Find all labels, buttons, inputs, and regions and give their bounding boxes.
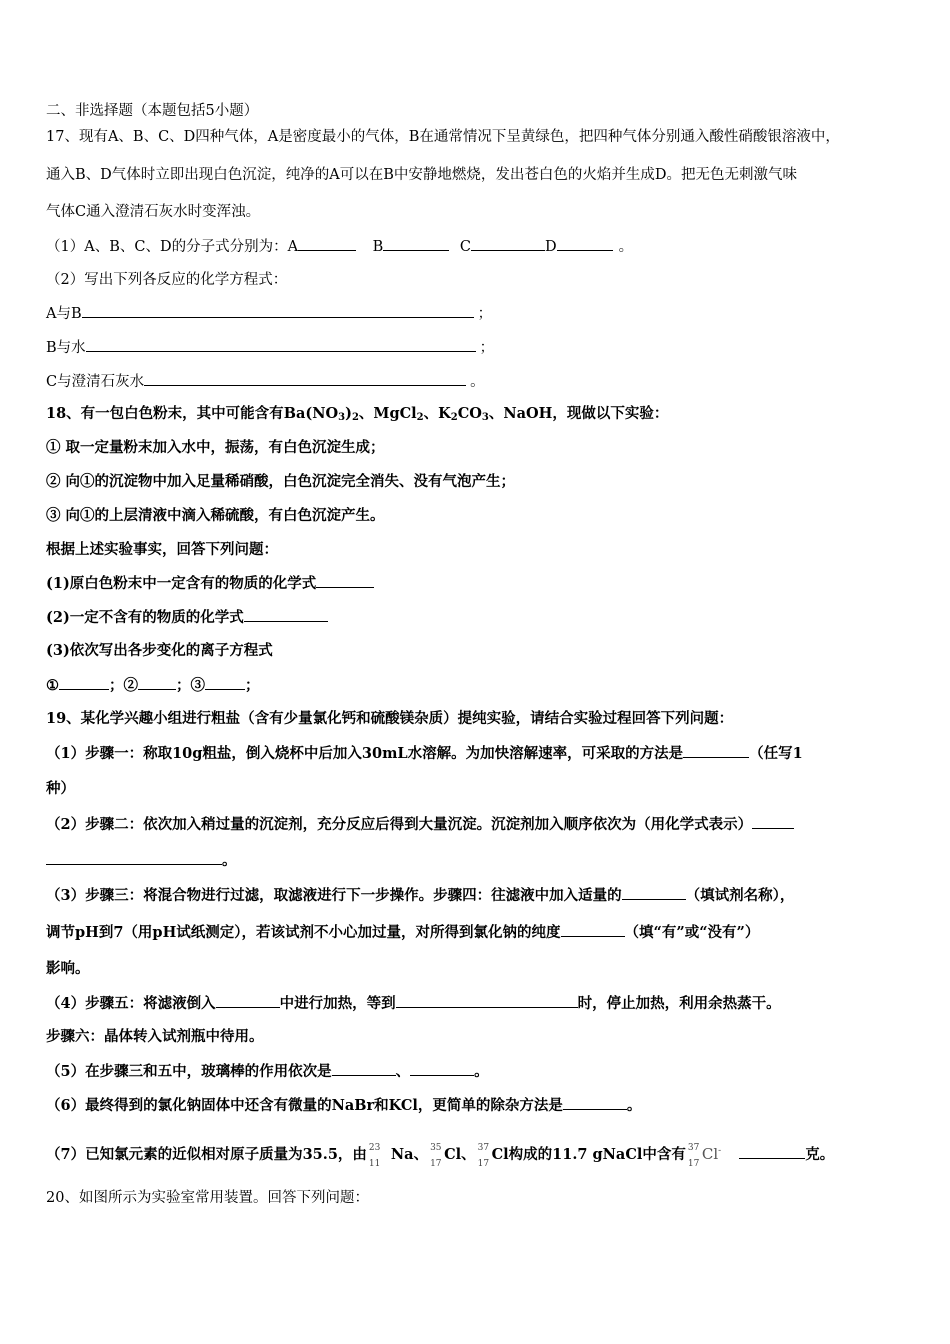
q18-answer-1-blank[interactable] xyxy=(59,675,109,690)
q19-part-4-blank-2[interactable] xyxy=(396,993,578,1008)
q19-part-5-text: （5）在步骤三和五中，玻璃棒的作用依次是 xyxy=(46,1063,332,1080)
formula-no3-open: (NO xyxy=(305,405,339,422)
q18-stem-a: 18、有一包白色粉末，其中可能含有 xyxy=(46,405,284,422)
q17-part-2: （2）写出下列各反应的化学方程式： xyxy=(46,272,288,288)
q19-part-6 xyxy=(46,1095,641,1116)
q19-part-7-end: 克。 xyxy=(805,1146,835,1163)
q17-eq-cl-end: 。 xyxy=(470,374,485,390)
q17-eq-bw-blank[interactable] xyxy=(86,337,476,352)
q19-part-2-blank[interactable] xyxy=(752,814,794,829)
q17-eq-bw xyxy=(46,337,494,358)
q19-part-1 xyxy=(46,743,803,764)
q18-answer-2-label: ；② xyxy=(109,677,138,694)
q18-exp-1: ① 取一定量粉末加入水中，振荡，有白色沉淀生成； xyxy=(46,439,385,456)
q17-eq-cl xyxy=(46,371,485,392)
formula-ba-sub: 2 xyxy=(351,412,359,423)
q19-part-5 xyxy=(46,1061,489,1082)
symbol-cl: Cl xyxy=(444,1146,462,1163)
q19-part-7-blank[interactable] xyxy=(739,1144,805,1159)
q19-part-5-sep: 、 xyxy=(395,1063,411,1080)
q17-eq-ab-label: A与B xyxy=(46,306,82,322)
formula-no3-sub: 3 xyxy=(338,412,346,423)
isotope-cl-37-ion: 37 17 xyxy=(687,1143,700,1169)
q19-part-1-tail: （任写1 xyxy=(749,745,803,762)
q17-eq-bw-end: ； xyxy=(479,340,495,356)
q19-part-4-blank-1[interactable] xyxy=(216,993,280,1008)
formula-co-sub: 3 xyxy=(481,412,489,423)
formula-ba: Ba xyxy=(283,405,306,422)
q17-eq-ab-end: ； xyxy=(477,306,493,322)
q19-part-3-blank-2[interactable] xyxy=(561,922,625,937)
q19-stem: 19、某化学兴趣小组进行粗盐（含有少量氯化钙和硫酸镁杂质）提纯实验，请结合实验过程回答下列问题： xyxy=(46,710,734,727)
q19-part-6-text: （6）最终得到的氯化钠固体中还含有微量的NaBr和KCl，更简单的除杂方法是 xyxy=(46,1097,563,1114)
q19-part-6-blank[interactable] xyxy=(563,1095,627,1110)
q17-eq-bw-label: B与水 xyxy=(46,340,86,356)
q19-part-3-tail: （填试剂名称）， xyxy=(685,887,795,904)
sep-2: 、 xyxy=(423,405,439,422)
sep-cl: 、 xyxy=(461,1146,476,1163)
q19-part-3-line-2 xyxy=(46,922,759,943)
q18-answer-3-blank[interactable] xyxy=(205,675,245,690)
q17-label-c: C xyxy=(459,239,472,255)
q17-label-d: D xyxy=(545,239,557,255)
q19-part-3-tail-2: （填“有”或“没有”） xyxy=(624,924,760,941)
formula-co: CO xyxy=(457,405,482,422)
q17-blank-c[interactable] xyxy=(471,236,545,251)
q19-part-3-text-2: 调节pH到7（用pH试纸测定），若该试剂不小心加过量，对所得到氯化钠的纯度 xyxy=(46,924,561,941)
q18-part-1 xyxy=(46,573,374,594)
section-header: 二、非选择题（本题包括5小题） xyxy=(46,103,259,119)
q19-part-6-end: 。 xyxy=(626,1097,642,1114)
q18-part-1-blank[interactable] xyxy=(316,573,374,588)
q18-part-2 xyxy=(46,607,328,628)
q18-answer-1-label: ① xyxy=(46,677,59,694)
q19-part-2-end: 。 xyxy=(222,852,237,869)
q19-part-4-text: （4）步骤五：将滤液倒入 xyxy=(46,995,216,1012)
q18-part-1-text: (1)原白色粉末中一定含有的物质的化学式 xyxy=(46,575,317,592)
q19-part-1-cont: 种） xyxy=(46,780,75,797)
q17-label-b: B xyxy=(372,239,384,255)
q19-part-7-text: （7）已知氯元素的近似相对原子质量为35.5，由 xyxy=(46,1146,367,1163)
q19-part-2-blank-cont[interactable] xyxy=(46,850,222,865)
q19-part-3-text: （3）步骤三：将混合物进行过滤，取滤液进行下一步操作。步骤四：往滤液中加入适量的 xyxy=(46,887,622,904)
q19-part-5-blank-1[interactable] xyxy=(332,1061,396,1076)
q18-stem xyxy=(46,404,668,428)
q17-stem-line-2: 通入B、D气体时立即出现白色沉淀，纯净的A可以在B中安静地燃烧，发出苍白色的火焰并生成D。把无色无刺激气味 xyxy=(46,167,798,183)
q19-part-2 xyxy=(46,814,794,835)
q17-eq-ab xyxy=(46,303,492,324)
q18-exp-2: ② 向①的沉淀物中加入足量稀硝酸，白色沉淀完全消失、没有气泡产生； xyxy=(46,473,516,490)
q18-answers xyxy=(46,675,260,696)
q19-part-7-mid: Cl构成的11.7 gNaCl中含有 xyxy=(491,1146,686,1163)
q17-part-1 xyxy=(46,236,633,257)
q19-part-1-blank[interactable] xyxy=(683,743,749,758)
q17-eq-cl-label: C与澄清石灰水 xyxy=(46,374,145,390)
q17-eq-cl-blank[interactable] xyxy=(144,371,466,386)
isotope-cl-35: 35 17 xyxy=(430,1143,442,1169)
sep-na: 、 xyxy=(413,1146,429,1163)
q18-part-2-text: (2)一定不含有的物质的化学式 xyxy=(46,609,244,626)
q18-part-2-blank[interactable] xyxy=(244,607,328,622)
q18-intro: 根据上述实验事实，回答下列问题： xyxy=(46,541,278,558)
chloride-ion-symbol: Cl- xyxy=(701,1145,722,1163)
q18-answer-3-label: ；③ xyxy=(176,677,205,694)
formula-mgcl: MgCl xyxy=(373,405,417,422)
q19-part-2-text: （2）步骤二：依次加入稍过量的沉淀剂，充分反应后得到大量沉淀。沉淀剂加入顺序依次为（用化学式表示） xyxy=(46,816,753,833)
q19-part-3-blank-1[interactable] xyxy=(622,885,686,900)
sep-3: 、 xyxy=(488,405,504,422)
symbol-na: Na xyxy=(390,1146,414,1163)
isotope-na-23: 23 11 xyxy=(368,1143,381,1169)
q19-part-4-tail: 时，停止加热，利用余热蒸干。 xyxy=(577,995,781,1012)
q19-part-4 xyxy=(46,993,781,1014)
q17-part-1-end: 。 xyxy=(618,239,634,255)
q20-stem: 20、如图所示为实验室常用装置。回答下列问题： xyxy=(46,1190,369,1206)
isotope-cl-37: 37 17 xyxy=(477,1143,490,1169)
formula-naoh: NaOH xyxy=(503,405,553,422)
q17-part-1-prefix: （1）A、B、C、D的分子式分别为：A xyxy=(46,239,299,255)
q19-part-1-text: （1）步骤一：称取10g粗盐，倒入烧杯中后加入30mL水溶解。为加快溶解速率，可采取的方法是 xyxy=(46,745,684,762)
q19-step-6: 步骤六：晶体转入试剂瓶中待用。 xyxy=(46,1028,264,1045)
q18-stem-b: ，现做以下实验： xyxy=(552,405,669,422)
q17-stem-line-1: 17、现有A、B、C、D四种气体，A是密度最小的气体，B在通常情况下呈黄绿色，把四种气体分别通入酸性硝酸银溶液中， xyxy=(46,129,840,145)
formula-k: K xyxy=(438,405,451,422)
formula-paren-close: ) xyxy=(345,405,352,422)
q19-part-4-mid: 中进行加热，等到 xyxy=(279,995,396,1012)
formula-k-sub: 2 xyxy=(450,412,458,423)
q17-eq-ab-blank[interactable] xyxy=(82,303,474,318)
q17-blank-a[interactable] xyxy=(298,236,356,251)
q17-blank-d[interactable] xyxy=(557,236,613,251)
q19-part-3 xyxy=(46,885,794,906)
q18-exp-3: ③ 向①的上层清液中滴入稀硫酸，有白色沉淀产生。 xyxy=(46,507,385,524)
q19-part-3-line-3: 影响。 xyxy=(46,960,90,977)
q17-blank-b[interactable] xyxy=(383,236,449,251)
formula-mgcl-sub: 2 xyxy=(416,412,424,423)
q18-answer-2-blank[interactable] xyxy=(138,675,176,690)
q19-part-5-blank-2[interactable] xyxy=(410,1061,474,1076)
q18-part-3: (3)依次写出各步变化的离子方程式 xyxy=(46,642,273,659)
q19-part-7 xyxy=(46,1141,835,1169)
q18-answers-end: ； xyxy=(245,677,260,694)
sep-1: 、 xyxy=(358,405,374,422)
q19-part-2-cont xyxy=(46,850,237,871)
q19-part-5-end: 。 xyxy=(474,1063,489,1080)
q17-stem-line-3: 气体C通入澄清石灰水时变浑浊。 xyxy=(46,204,261,220)
